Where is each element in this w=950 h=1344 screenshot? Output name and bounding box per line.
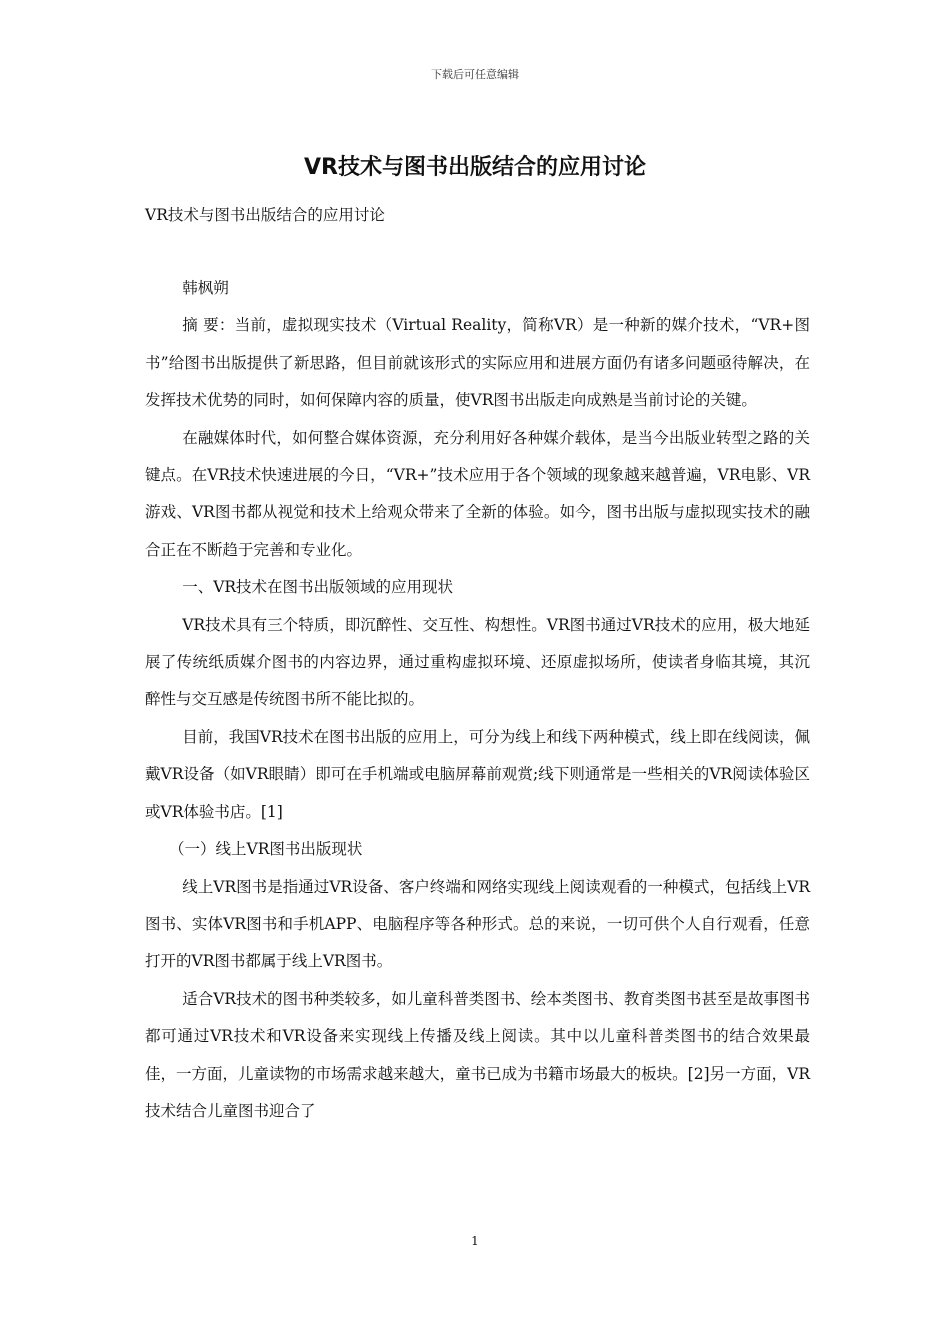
author-name: 韩枫朔: [182, 279, 229, 297]
subsection-paragraph: 适合VR技术的图书种类较多，如儿童科普类图书、绘本类图书、教育类图书甚至是故事图书都可通过VR技术和VR设备来实现线上传播及线上阅读。其中以儿童科普类图书的结合效果最佳，一方面，儿童读物的市场需求越来越大，童书已成为书籍市场最大的板块。[2]另一方面，VR技术结合儿童图书迎合了: [145, 989, 810, 1120]
abstract-paragraph: 摘 要：当前，虚拟现实技术（Virtual Reality，简称VR）是一种新的媒介技术，“VR+图书”给图书出版提供了新思路，但目前就该形式的实际应用和进展方面仍有诸多问题亟待解决，在发挥技术优势的同时，如何保障内容的质量，使VR图书出版走向成熟是当前讨论的关键。: [145, 316, 810, 410]
document-title: VR技术与图书出版结合的应用讨论: [304, 155, 646, 180]
section-paragraph: 目前，我国VR技术在图书出版的应用上，可分为线上和线下两种模式，线上即在线阅读，佩戴VR设备（如VR眼睛）即可在手机端或电脑屏幕前观赏;线下则通常是一些相关的VR阅读体验区或VR体验书店。[1]: [145, 727, 810, 821]
section-paragraph: VR技术具有三个特质，即沉醉性、交互性、构想性。VR图书通过VR技术的应用，极大地延展了传统纸质媒介图书的内容边界，通过重构虚拟环境、还原虚拟场所，使读者身临其境，其沉醉性与交互感是传统图书所不能比拟的。: [145, 615, 810, 709]
document-body: [145, 270, 810, 1130]
document-subtitle: VR技术与图书出版结合的应用讨论: [145, 206, 385, 224]
page-number: 1: [471, 1234, 479, 1248]
page-header: 下载后可任意编辑: [431, 68, 519, 81]
intro-paragraph: 在融媒体时代，如何整合媒体资源，充分利用好各种媒介载体，是当今出版业转型之路的关键点。在VR技术快速进展的今日，“VR+”技术应用于各个领域的现象越来越普遍，VR电影、VR游戏、VR图书都从视觉和技术上给观众带来了全新的体验。如今，图书出版与虚拟现实技术的融合正在不断趋于完善和专业化。: [145, 428, 810, 559]
section-heading: 一、VR技术在图书出版领域的应用现状: [182, 578, 454, 597]
subsection-paragraph: 线上VR图书是指通过VR设备、客户终端和网络实现线上阅读观看的一种模式，包括线上VR图书、实体VR图书和手机APP、电脑程序等各种形式。总的来说，一切可供个人自行观看，任意打开的VR图书都属于线上VR图书。: [145, 877, 810, 971]
subsection-heading: （一）线上VR图书出版现状: [169, 840, 363, 859]
